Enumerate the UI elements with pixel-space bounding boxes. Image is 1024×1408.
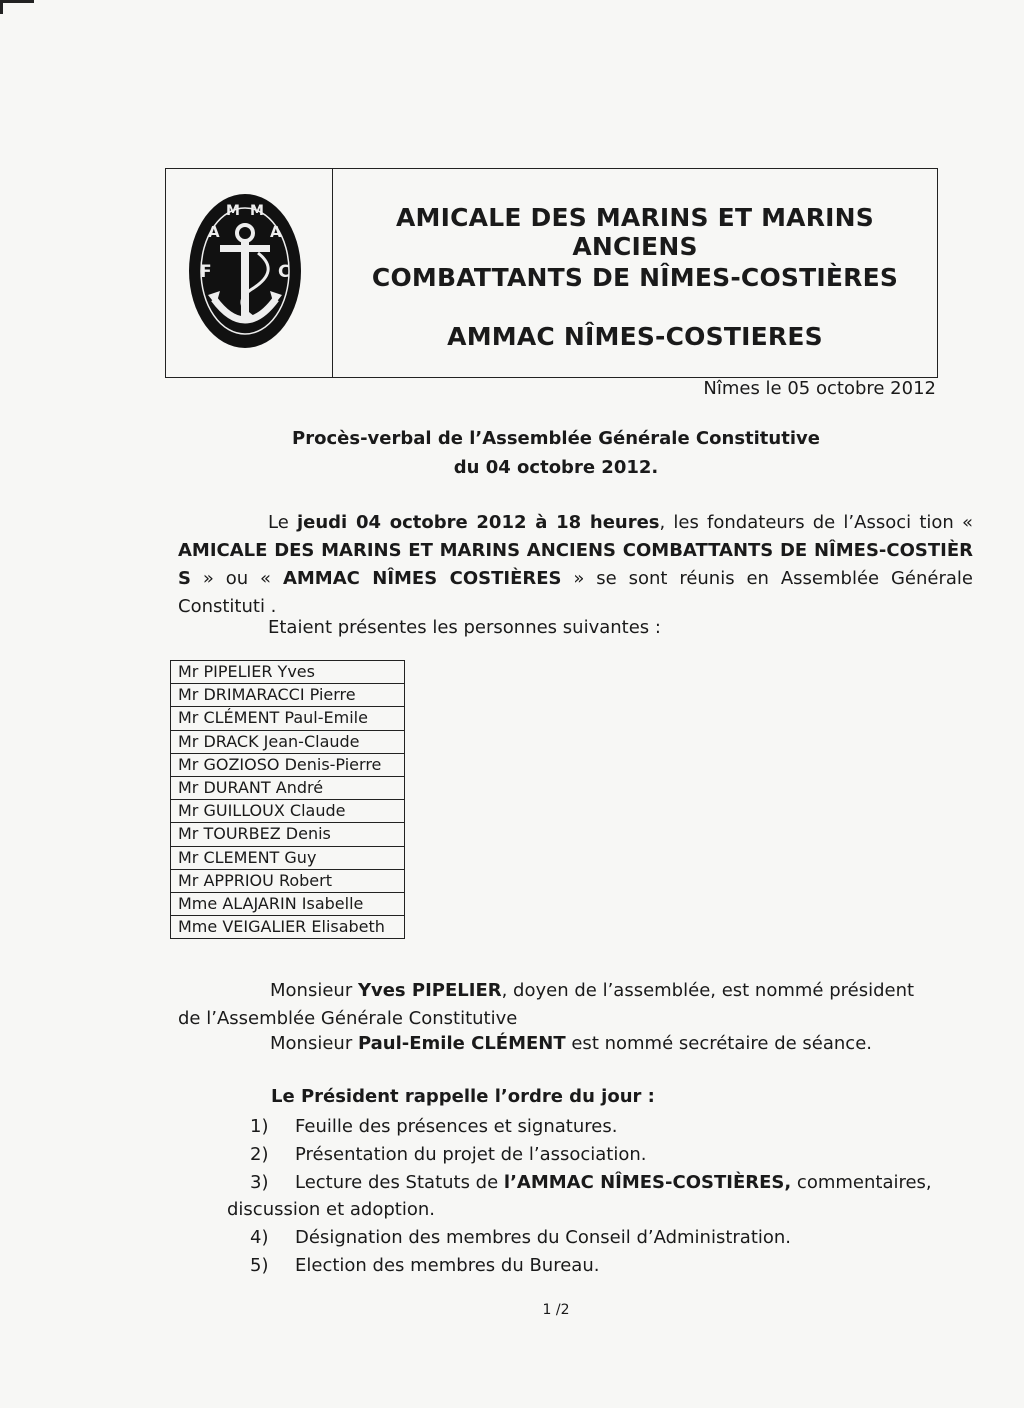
attendee-name: Mr GUILLOUX Claude bbox=[171, 800, 405, 823]
attendee-row bbox=[171, 869, 405, 892]
letterhead bbox=[165, 168, 938, 378]
agenda-item-text-cont: discussion et adoption. bbox=[227, 1199, 435, 1220]
attendee-row bbox=[171, 776, 405, 799]
agenda-item-number: 5) bbox=[250, 1255, 269, 1276]
president-text: , doyen de l’assemblée, est nommé président bbox=[501, 980, 915, 1001]
agenda-item-text: Présentation du projet de l’association. bbox=[295, 1144, 647, 1165]
attendee-row bbox=[171, 916, 405, 939]
attendee-name: Mr DRIMARACCI Pierre bbox=[171, 684, 405, 707]
logo-cell bbox=[166, 169, 333, 377]
intro-text: » se sont réunis en Assemblée Générale Constituti . bbox=[178, 568, 973, 617]
attendee-name: Mr APPRIOU Robert bbox=[171, 869, 405, 892]
agenda-item-org-bold: l’AMMAC NÎMES-COSTIÈRES, bbox=[503, 1172, 792, 1193]
president-paragraph bbox=[270, 977, 930, 1005]
svg-text:C: C bbox=[278, 262, 291, 282]
document-title-date: du 04 octobre 2012. bbox=[453, 457, 659, 478]
attendee-row bbox=[171, 661, 405, 684]
attendee-name: Mr DRACK Jean-Claude bbox=[171, 730, 405, 753]
president-name: Yves PIPELIER bbox=[357, 980, 502, 1001]
agenda-title: Le Président rappelle l’ordre du jour : bbox=[271, 1086, 655, 1107]
attendee-name: Mr DURANT André bbox=[171, 776, 405, 799]
attendee-name: Mme ALAJARIN Isabelle bbox=[171, 892, 405, 915]
agenda-item-number: 4) bbox=[250, 1227, 269, 1248]
agenda-item-text-part: Lecture des Statuts de bbox=[295, 1172, 504, 1193]
agenda-item-number: 3) bbox=[250, 1172, 269, 1193]
org-name-line-3: AMMAC NÎMES-COSTIERES bbox=[447, 322, 823, 351]
svg-text:A: A bbox=[208, 223, 220, 241]
intro-short-name-bold: AMMAC NÎMES COSTIÈRES bbox=[282, 568, 562, 589]
agenda-item-text: Désignation des membres du Conseil d’Administration. bbox=[295, 1227, 792, 1248]
intro-org-name-bold: AMICALE DES MARINS ET MARINS ANCIENS COMBATTANTS DE NÎMES-COSTIÈR S bbox=[178, 540, 973, 589]
attendee-row bbox=[171, 892, 405, 915]
secretary-paragraph bbox=[270, 1030, 872, 1058]
svg-text:M: M bbox=[226, 203, 240, 219]
agenda-item-text: Feuille des présences et signatures. bbox=[295, 1116, 618, 1137]
president-paragraph-cont: de l’Assemblée Générale Constitutive bbox=[178, 1008, 518, 1029]
attendee-row bbox=[171, 684, 405, 707]
president-text: Monsieur bbox=[270, 980, 358, 1001]
svg-text:F: F bbox=[200, 262, 212, 282]
attendee-name: Mme VEIGALIER Elisabeth bbox=[171, 916, 405, 939]
agenda-item-text bbox=[295, 1169, 977, 1197]
attendee-name: Mr CLÉMENT Paul-Emile bbox=[171, 707, 405, 730]
agenda-item-number: 2) bbox=[250, 1144, 269, 1165]
place-date: Nîmes le 05 octobre 2012 bbox=[703, 378, 936, 399]
secretary-text: Monsieur bbox=[270, 1033, 358, 1054]
org-name-line-2: COMBATTANTS DE NÎMES-COSTIÈRES bbox=[371, 263, 899, 292]
intro-paragraph bbox=[178, 509, 973, 621]
attendee-row bbox=[171, 707, 405, 730]
anchor-logo-icon bbox=[186, 191, 304, 351]
attendee-row bbox=[171, 753, 405, 776]
attendee-row bbox=[171, 823, 405, 846]
attendee-row bbox=[171, 800, 405, 823]
attendee-table bbox=[170, 660, 405, 939]
secretary-text: est nommé secrétaire de séance. bbox=[565, 1033, 873, 1054]
attendee-name: Mr TOURBEZ Denis bbox=[171, 823, 405, 846]
page-number: 1 /2 bbox=[542, 1302, 570, 1318]
intro-text: , les fondateurs de l’Associ tion « bbox=[659, 512, 973, 533]
agenda-item-text: Election des membres du Bureau. bbox=[295, 1255, 600, 1276]
svg-text:A: A bbox=[270, 223, 282, 241]
attendee-row bbox=[171, 846, 405, 869]
agenda-item-number: 1) bbox=[250, 1116, 269, 1137]
attendee-name: Mr GOZIOSO Denis-Pierre bbox=[171, 753, 405, 776]
svg-text:M: M bbox=[250, 203, 264, 219]
presence-label: Etaient présentes les personnes suivantes : bbox=[268, 617, 661, 638]
agenda-item-text-part: commentaires, bbox=[791, 1172, 932, 1193]
intro-date-bold: jeudi 04 octobre 2012 à 18 heures bbox=[296, 512, 660, 533]
intro-text: » ou « bbox=[190, 568, 283, 589]
document-title: Procès-verbal de l’Assemblée Générale Constitutive bbox=[292, 428, 820, 449]
attendee-name: Mr CLEMENT Guy bbox=[171, 846, 405, 869]
attendee-name: Mr PIPELIER Yves bbox=[171, 661, 405, 684]
intro-text: Le bbox=[268, 512, 297, 533]
attendee-row bbox=[171, 730, 405, 753]
scan-corner-mark bbox=[0, 0, 3, 14]
org-name-line-1: AMICALE DES MARINS ET MARINS ANCIENS bbox=[395, 203, 875, 261]
scan-corner-mark bbox=[0, 0, 34, 3]
secretary-name: Paul-Emile CLÉMENT bbox=[357, 1033, 566, 1054]
